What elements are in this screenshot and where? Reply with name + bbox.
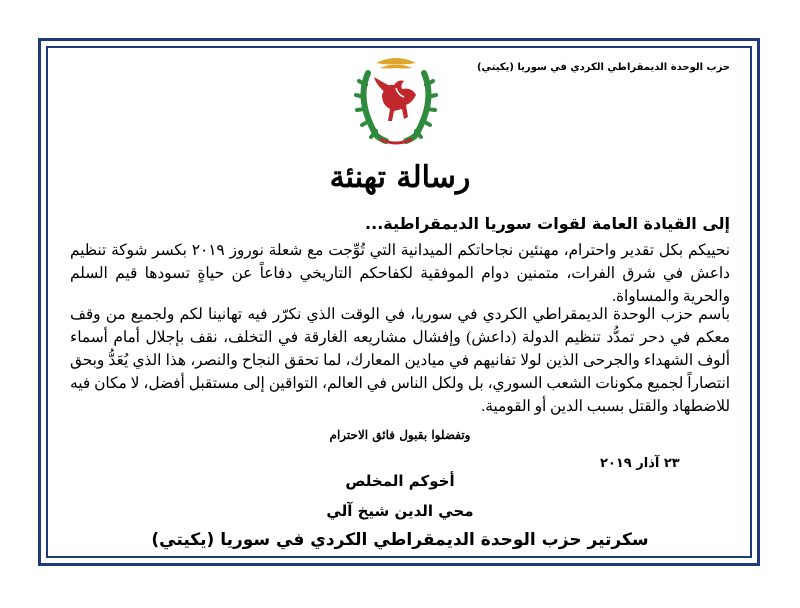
page-title: رسالة تهنئة [329,160,471,195]
winged-horse-emblem-icon [346,55,446,150]
closing-line: وتفضلوا بقبول فائق الاحترام [329,428,471,442]
paragraph-body: باسم حزب الوحدة الديمقراطي الكردي في سوريا، في الوقت الذي نكرّر فيه تهانينا لكم ولجميع من وقف معكم في دحر تمدُّد تنظيم الدولة (داعش) وإفشال مشاريعه الغارقة في التخلف، نقف بإجلال أمام أسماء ألوف الشهداء والجرحى الذين لولا تفانيهم في ميادين المعارك، لما تحقق النجاح والنصر، هذا الذي يُعَدُّ وبحق انتصاراً لجميع مكونات الشعب السوري، بل ولكل الناس في العالم، التواقين إلى مستقبل أفضل، لا مكان فيه للاضطهاد والقتل بسبب الدين أو القومية. [70,306,730,415]
signature-salutation: أخوكم المخلص [345,472,455,490]
paragraph-greeting: نحييكم بكل تقدير واحترام، مهنئين نجاحاتكم الميدانية التي تُوِّجت مع شعلة نوروز ٢٠١٩ بكسر شوكة تنظيم داعش في شرق الفرات، متمنين دوام الموفقية لكفاحكم التاريخي دفاعاً عن حياةٍ تسودها قيم السلم والحرية والمساواة. [70,242,730,305]
signature-title: سكرتير حزب الوحدة الديمقراطي الكردي في سوريا (يكيتي) [151,530,649,550]
signature-name: محي الدين شيخ آلي [326,502,474,520]
party-header: حزب الوحدة الديمقراطي الكردي في سوريا (يكيتي) [476,62,730,73]
letter-date: ٢٣ آذار ٢٠١٩ [600,456,680,471]
addressee-line: إلى القيادة العامة لقوات سوريا الديمقراطية... [365,214,730,233]
